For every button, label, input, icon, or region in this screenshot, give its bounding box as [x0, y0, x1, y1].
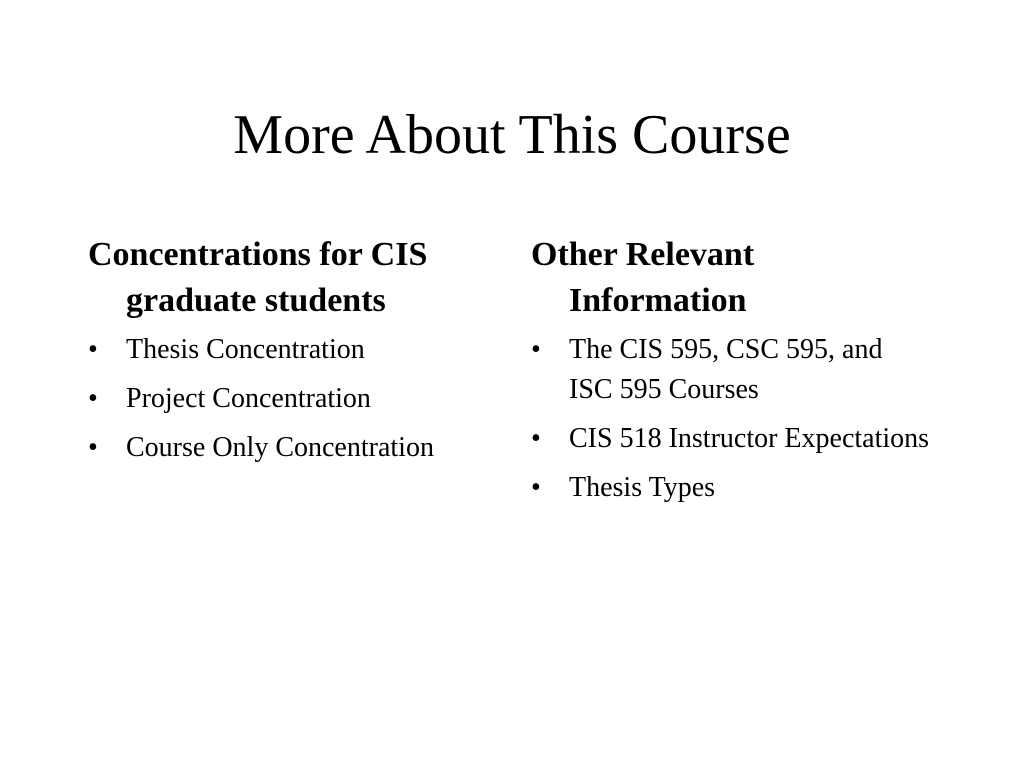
bullet-icon: •: [88, 432, 98, 463]
list-item-text: Project Concentration: [126, 383, 371, 414]
list-item-text: The CIS 595, CSC 595, and ISC 595 Courses: [569, 334, 883, 405]
left-bullet-list: [88, 330, 508, 468]
right-column-heading: Other Relevant Information: [531, 236, 755, 319]
bullet-icon: •: [88, 334, 98, 365]
bullet-icon: •: [531, 423, 541, 454]
list-item: [88, 330, 508, 370]
bullet-icon: •: [88, 383, 98, 414]
list-item: [88, 428, 508, 468]
list-item: [88, 379, 508, 419]
left-column-heading: Concentrations for CIS graduate students: [88, 236, 428, 319]
list-item-text: Course Only Concentration: [126, 432, 434, 463]
list-item: [531, 468, 931, 508]
list-item-text: Thesis Types: [569, 472, 716, 503]
list-item-text: Thesis Concentration: [126, 334, 365, 365]
left-column: [88, 232, 508, 477]
bullet-icon: •: [531, 334, 541, 365]
right-bullet-list: [531, 330, 931, 508]
slide-title: More About This Course: [233, 104, 791, 166]
list-item: [531, 419, 931, 459]
bullet-icon: •: [531, 472, 541, 503]
list-item-text: CIS 518 Instructor Expectations: [569, 423, 930, 454]
list-item: [531, 330, 931, 410]
right-column: [531, 232, 931, 517]
